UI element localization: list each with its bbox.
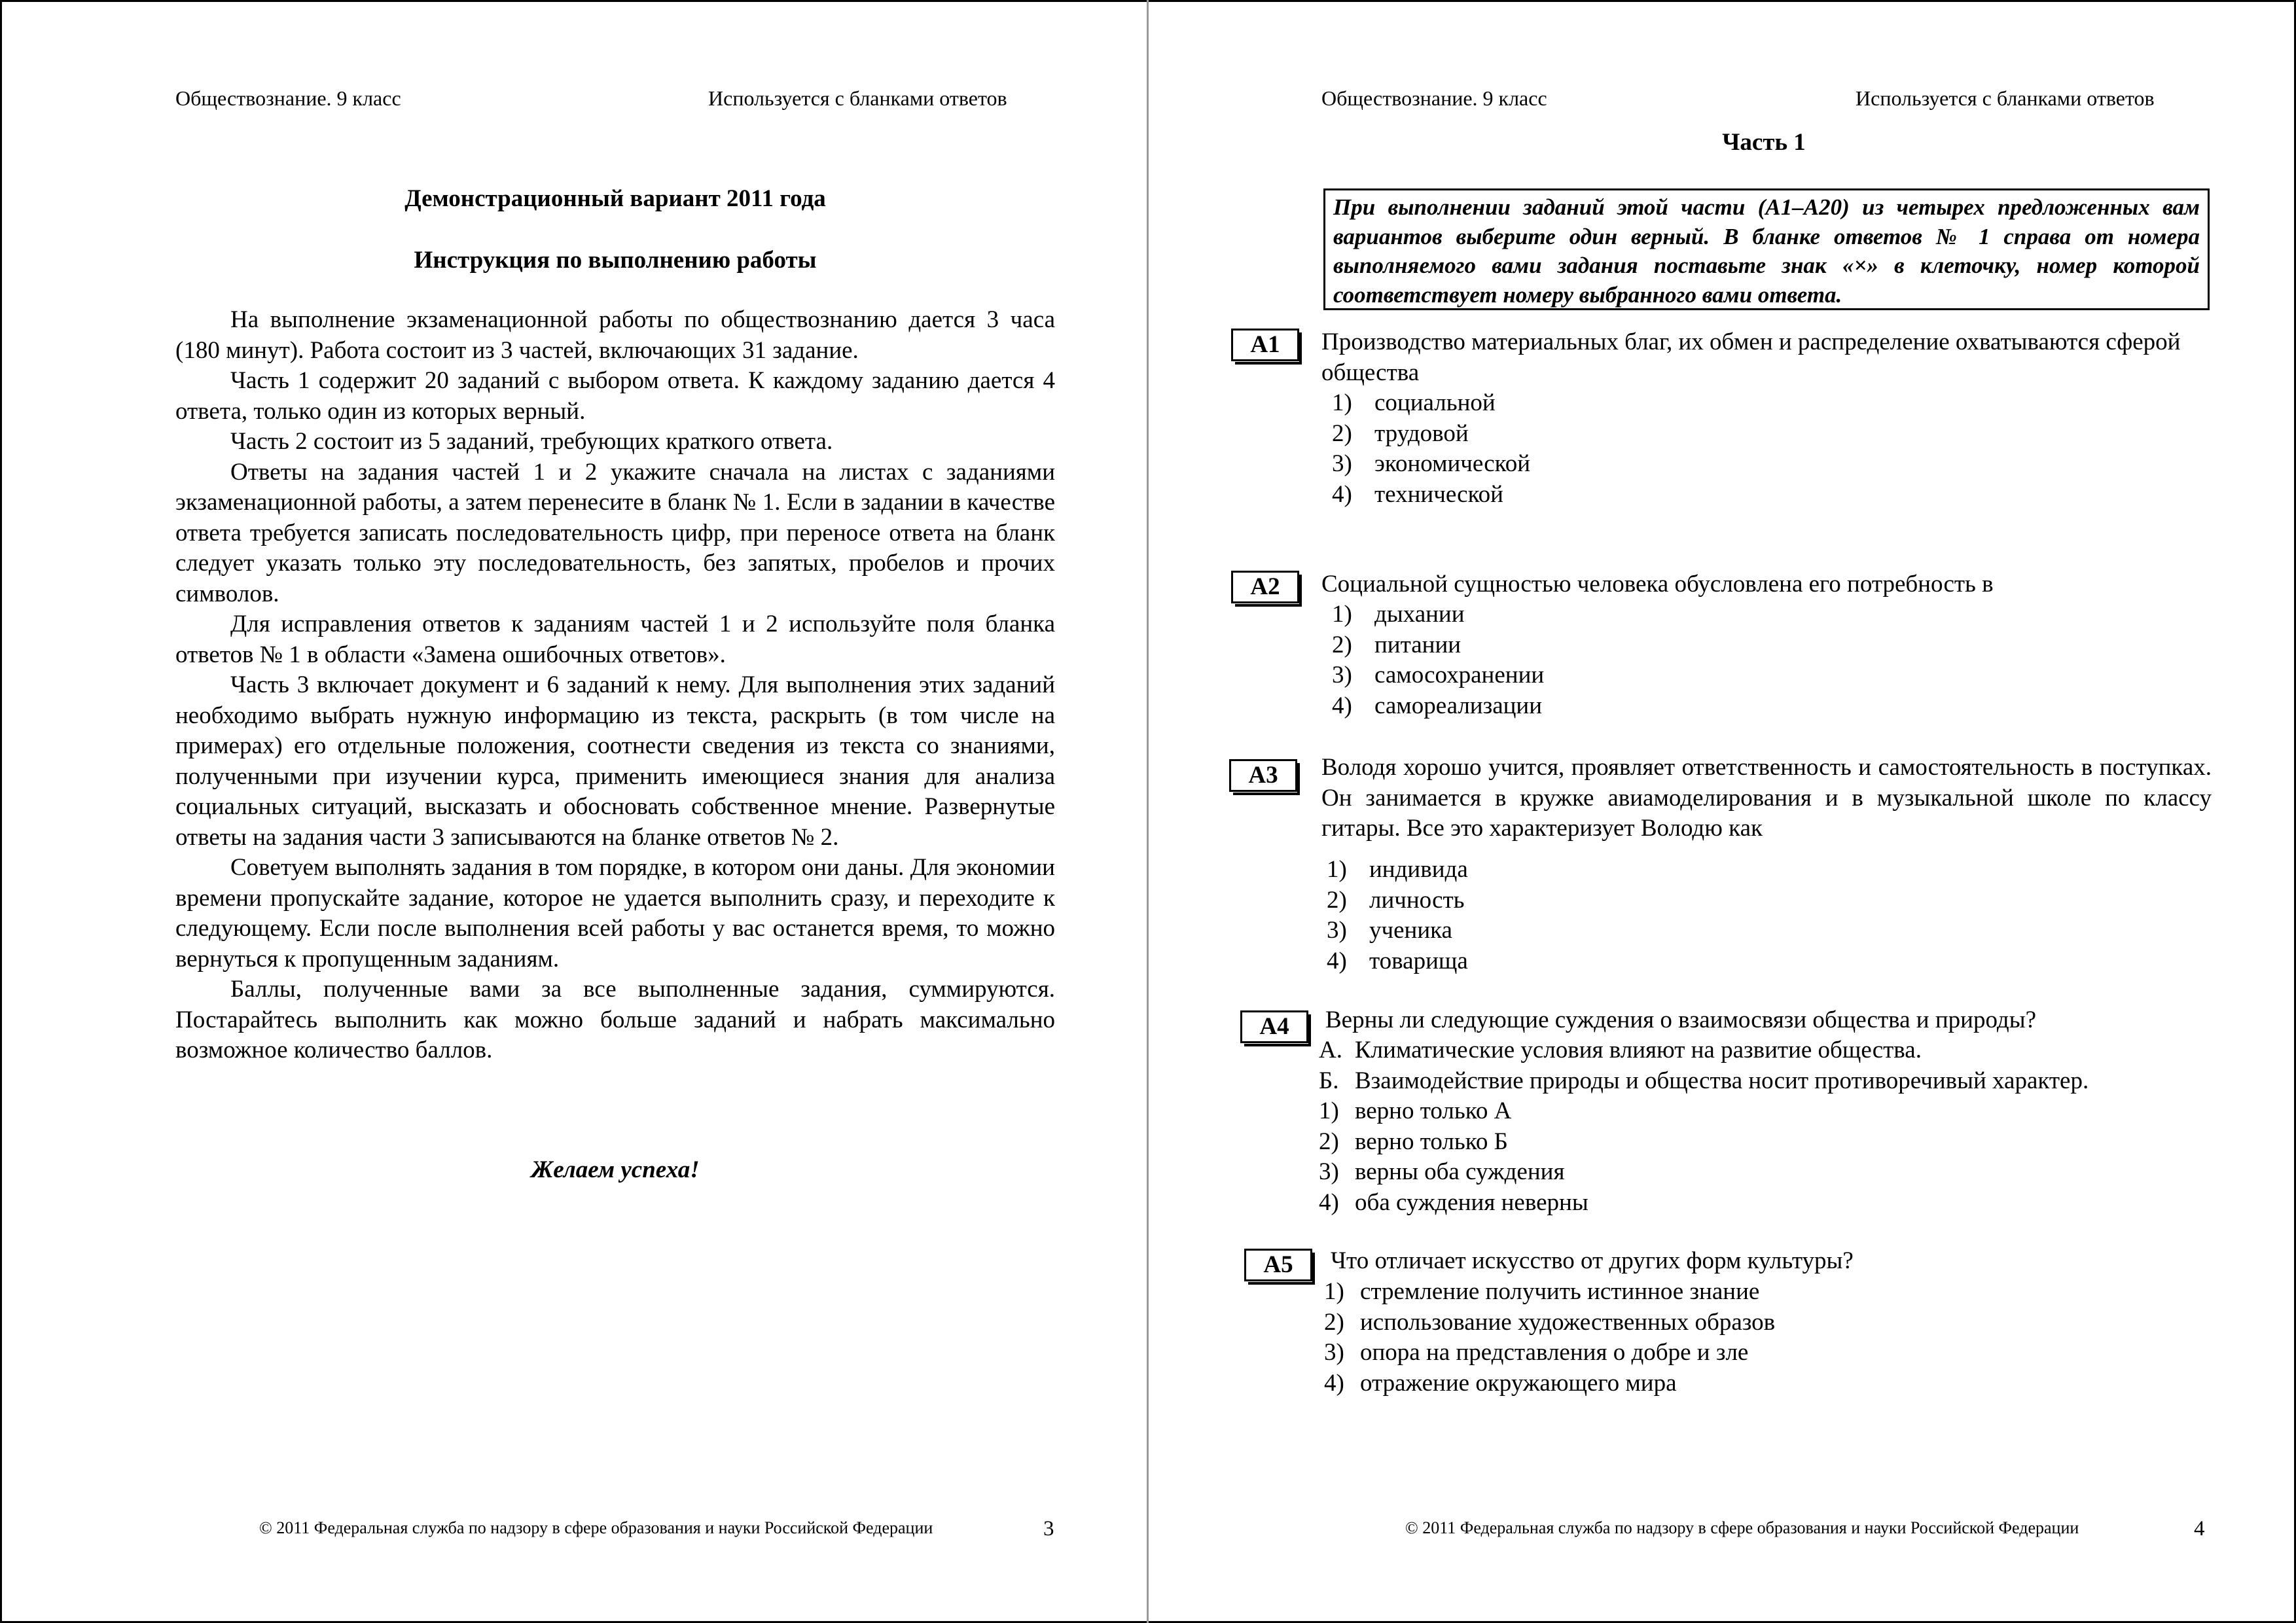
option (1332, 449, 1530, 480)
part-title: Часть 1 (1722, 129, 1806, 156)
statement-text: Взаимодействие природы и общества носит противоречивый характер. (1355, 1067, 2089, 1094)
option-number: 1) (1332, 601, 1352, 628)
option (1324, 1368, 1775, 1399)
option-text: самореализации (1374, 692, 1543, 719)
question-label-a5: А5 (1244, 1249, 1312, 1281)
question-label-a3: А3 (1229, 759, 1297, 792)
document-title: Демонстрационный вариант 2011 года (404, 185, 826, 212)
option-text: социальной (1374, 389, 1496, 416)
option-number: 2) (1332, 419, 1352, 447)
option-number: 4) (1327, 947, 1347, 974)
paragraph: На выполнение экзаменационной работы по обществознанию дается 3 часа (180 минут). Работа состоит из 3 частей, включающих 31 задание. (175, 306, 1055, 364)
paragraph: Советуем выполнять задания в том порядке, в котором они даны. Для экономии времени пропускайте задание, которое не удается выполнить сразу, и переходите к следующему. Если после выполнения всей работы у вас останется время, то можно вернуться к пропущенным заданиям. (175, 854, 1055, 972)
option (1332, 419, 1530, 450)
statement-letter: А. (1319, 1037, 1342, 1063)
option (1319, 1096, 1588, 1127)
option (1332, 691, 1544, 722)
header-usage: Используется с бланками ответов (708, 86, 1007, 110)
option (1327, 855, 1468, 885)
statement-letter: Б. (1319, 1067, 1339, 1094)
option-text: использование художественных образов (1360, 1308, 1776, 1336)
option-number: 3) (1327, 917, 1347, 944)
header-subject: Обществознание. 9 класс (1321, 86, 1547, 110)
statements-a4 (1319, 1035, 2089, 1096)
statement-text: Климатические условия влияют на развитие общества. (1355, 1037, 1922, 1063)
question-label-a1: А1 (1231, 329, 1299, 361)
option-text: оба суждения неверны (1355, 1188, 1588, 1216)
page-number: 4 (2194, 1517, 2205, 1541)
option-number: 2) (1332, 631, 1352, 658)
header-subject: Обществознание. 9 класс (175, 86, 401, 110)
paragraph: Часть 1 содержит 20 заданий с выбором ответа. К каждому заданию дается 4 ответа, только один из которых верный. (175, 367, 1055, 425)
option-number: 2) (1319, 1128, 1339, 1155)
option-number: 4) (1324, 1369, 1344, 1397)
option (1319, 1188, 1588, 1219)
options-a1 (1332, 388, 1530, 510)
option (1332, 660, 1544, 691)
option (1324, 1338, 1775, 1368)
header-usage: Используется с бланками ответов (1856, 86, 2155, 110)
option-text: технической (1374, 480, 1503, 508)
option-number: 2) (1324, 1308, 1344, 1336)
question-text-a3: Володя хорошо учится, проявляет ответственность и самостоятельность в поступках. Он занимается в кружке авиамоделирования и в музыкальной школе по классу гитары. Все это характеризует Володю как (1321, 754, 2212, 842)
option-text: опора на представления о добре и зле (1360, 1339, 1749, 1366)
option-text: личность (1369, 886, 1465, 914)
option (1324, 1308, 1775, 1338)
option (1332, 599, 1544, 630)
option-number: 4) (1332, 480, 1352, 508)
option-number: 3) (1332, 662, 1352, 688)
left-page (0, 0, 1147, 1623)
option (1332, 630, 1544, 661)
option-number: 3) (1332, 450, 1352, 477)
question-text-a2: Социальной сущностью человека обусловлена его потребность в (1321, 571, 1994, 597)
option-number: 3) (1319, 1158, 1339, 1185)
option-text: отражение окружающего мира (1360, 1369, 1677, 1397)
option (1319, 1157, 1588, 1188)
right-page (1149, 0, 2296, 1623)
options-a4 (1319, 1096, 1588, 1218)
option-number: 1) (1327, 856, 1347, 883)
question-text-a4: Верны ли следующие суждения о взаимосвязи общества и природы? (1325, 1007, 2036, 1033)
paragraph: Ответы на задания частей 1 и 2 укажите сначала на листах с заданиями экзаменационной работы, а затем перенесите в бланк № 1. Если в задании в качестве ответа требуется записать последовательность цифр, при переносе ответа на бланк следует указать только эту последовательность, без запятых, пробелов и прочих символов. (175, 458, 1055, 607)
option-number: 3) (1324, 1339, 1344, 1366)
option (1327, 885, 1468, 916)
instruction-title: Инструкция по выполнению работы (414, 247, 817, 274)
option-number: 1) (1332, 389, 1352, 416)
question-label-a2: А2 (1231, 571, 1299, 603)
paragraph: Для исправления ответов к заданиям частей 1 и 2 используйте поля бланка ответов № 1 в области «Замена ошибочных ответов». (175, 611, 1055, 668)
option-number: 4) (1319, 1188, 1339, 1216)
option-text: верно только Б (1355, 1128, 1508, 1155)
option-text: верно только А (1355, 1097, 1512, 1124)
option-number: 2) (1327, 886, 1347, 914)
instruction-body (175, 305, 1055, 1066)
option-text: самосохранении (1374, 662, 1545, 688)
option (1319, 1127, 1588, 1158)
question-text-a1: Производство материальных благ, их обмен и распределение охватываются сферой общества (1321, 329, 2181, 386)
question-text-a5: Что отличает искусство от других форм культуры? (1331, 1247, 1854, 1274)
option (1327, 916, 1468, 946)
option-text: питании (1374, 631, 1462, 658)
closing-wish: Желаем успеха! (531, 1156, 700, 1183)
option-number: 1) (1319, 1097, 1339, 1124)
option-text: товарища (1369, 947, 1468, 974)
option-text: ученика (1369, 917, 1452, 944)
option-text: индивида (1369, 856, 1468, 883)
option (1332, 388, 1530, 419)
question-label-a4: А4 (1240, 1010, 1308, 1043)
option-number: 1) (1324, 1278, 1344, 1305)
option (1332, 480, 1530, 510)
paragraph: Часть 3 включает документ и 6 заданий к нему. Для выполнения этих заданий необходимо выбрать нужную информацию из текста, раскрыть (в том числе на примерах) его отдельные положения, соотнести сведения из текста со знаниями, полученными при изучении курса, применить имеющиеся знания для анализа социальных ситуаций, высказать и обосновать собственное мнение. Развернутые ответы на задания части 3 записываются на бланке ответов № 2. (175, 671, 1055, 851)
instruction-box: При выполнении заданий этой части (А1–А20) из четырех предложенных вам вариантов выберите один верный. В бланке ответов № 1 справа от номера выполняемого вами задания поставьте знак «×» в клеточку, номер которой соответствует номеру выбранного вами ответа. (1323, 188, 2210, 310)
page-number: 3 (1043, 1517, 1054, 1541)
footer-copyright: © 2011 Федеральная служба по надзору в сфере образования и науки Российской Федерации (1405, 1518, 2079, 1537)
options-a5 (1324, 1277, 1775, 1399)
footer-copyright: © 2011 Федеральная служба по надзору в сфере образования и науки Российской Федерации (259, 1518, 933, 1537)
option-text: дыхании (1374, 601, 1465, 628)
option-text: экономической (1374, 450, 1531, 477)
option-text: стремление получить истинное знание (1360, 1278, 1760, 1305)
paragraph: Часть 2 состоит из 5 заданий, требующих краткого ответа. (230, 428, 833, 455)
option-number: 4) (1332, 692, 1352, 719)
options-a3 (1327, 855, 1468, 976)
option-text: верны оба суждения (1355, 1158, 1565, 1185)
statement (1319, 1066, 2089, 1097)
option (1327, 946, 1468, 977)
option (1324, 1277, 1775, 1308)
paragraph: Баллы, полученные вами за все выполненные задания, суммируются. Постарайтесь выполнить как можно больше заданий и набрать максимально возможное количество баллов. (175, 976, 1055, 1063)
option-text: трудовой (1374, 419, 1469, 447)
options-a2 (1332, 599, 1544, 721)
statement (1319, 1035, 2089, 1066)
